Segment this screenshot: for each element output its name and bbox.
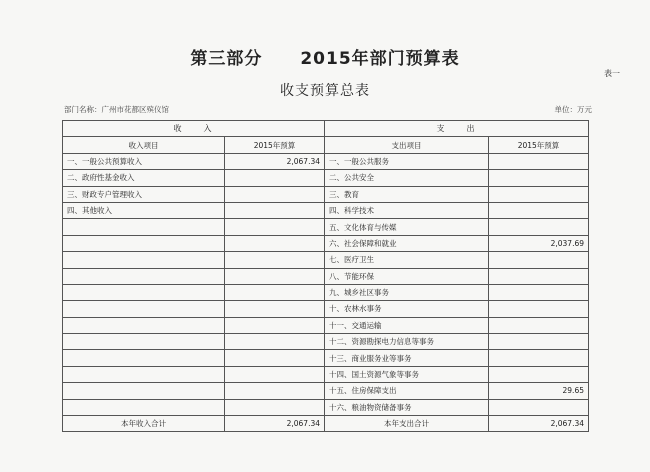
income-value-cell xyxy=(225,399,325,415)
table-title: 收支预算总表 xyxy=(280,83,370,99)
table-row xyxy=(63,202,589,218)
table-row xyxy=(63,153,589,169)
income-item-cell xyxy=(63,366,225,382)
table-row xyxy=(63,350,589,366)
income-item-cell xyxy=(63,383,225,399)
income-value-cell xyxy=(225,252,325,268)
col-expense-budget: 2015年预算 xyxy=(489,137,589,153)
expense-value-cell xyxy=(489,366,589,382)
income-value-cell xyxy=(225,284,325,300)
expense-value-cell xyxy=(489,317,589,333)
expense-item-cell: 四、科学技术 xyxy=(325,202,489,218)
income-item-cell xyxy=(63,252,225,268)
col-expense-item: 支出项目 xyxy=(325,137,489,153)
income-value-cell xyxy=(225,268,325,284)
income-value-cell xyxy=(225,334,325,350)
table-column-header xyxy=(63,137,589,153)
income-value-cell xyxy=(225,301,325,317)
expense-item-cell: 八、节能环保 xyxy=(325,268,489,284)
table-row xyxy=(63,235,589,251)
income-value-cell xyxy=(225,170,325,186)
table-row xyxy=(63,317,589,333)
table-row xyxy=(63,334,589,350)
document-title: 2015年部门预算表 xyxy=(300,49,460,69)
total-income-value: 2,067.34 xyxy=(225,416,325,432)
expense-item-cell: 十、农林水事务 xyxy=(325,301,489,317)
income-item-cell: 二、政府性基金收入 xyxy=(63,170,225,186)
main-title xyxy=(0,44,650,69)
expense-item-cell: 六、社会保障和就业 xyxy=(325,235,489,251)
income-value-cell xyxy=(225,366,325,382)
income-value-cell xyxy=(225,383,325,399)
total-expense-label: 本年支出合计 xyxy=(325,416,489,432)
expense-item-cell: 十二、资源勘探电力信息等事务 xyxy=(325,334,489,350)
expense-value-cell xyxy=(489,252,589,268)
table-row xyxy=(63,186,589,202)
table-row xyxy=(63,268,589,284)
income-item-cell: 三、财政专户管理收入 xyxy=(63,186,225,202)
table-row xyxy=(63,170,589,186)
table-row xyxy=(63,284,589,300)
income-value-cell xyxy=(225,350,325,366)
expense-item-cell: 十六、粮油物资储备事务 xyxy=(325,399,489,415)
total-income-label: 本年收入合计 xyxy=(63,416,225,432)
table-row xyxy=(63,301,589,317)
expense-value-cell xyxy=(489,284,589,300)
expense-item-cell: 十三、商业服务业等事务 xyxy=(325,350,489,366)
income-item-cell: 一、一般公共预算收入 xyxy=(63,153,225,169)
expense-item-cell: 五、文化体育与传媒 xyxy=(325,219,489,235)
expense-item-cell: 十四、国土资源气象等事务 xyxy=(325,366,489,382)
income-item-cell xyxy=(63,219,225,235)
income-value-cell xyxy=(225,317,325,333)
income-item-cell: 四、其他收入 xyxy=(63,202,225,218)
expense-value-cell xyxy=(489,350,589,366)
income-header: 收 入 xyxy=(63,121,325,137)
expense-value-cell: 2,037.69 xyxy=(489,235,589,251)
expense-item-cell: 三、教育 xyxy=(325,186,489,202)
expense-value-cell xyxy=(489,268,589,284)
expense-value-cell xyxy=(489,186,589,202)
table-row xyxy=(63,399,589,415)
income-value-cell: 2,067.34 xyxy=(225,153,325,169)
expense-item-cell: 十一、交通运输 xyxy=(325,317,489,333)
expense-header: 支 出 xyxy=(325,121,589,137)
income-item-cell xyxy=(63,301,225,317)
form-number: 表一 xyxy=(604,69,620,78)
expense-value-cell xyxy=(489,153,589,169)
income-value-cell xyxy=(225,235,325,251)
income-value-cell xyxy=(225,186,325,202)
expense-item-cell: 二、公共安全 xyxy=(325,170,489,186)
table-row xyxy=(63,219,589,235)
table-row xyxy=(63,383,589,399)
table-row xyxy=(63,366,589,382)
expense-value-cell xyxy=(489,219,589,235)
income-item-cell xyxy=(63,350,225,366)
expense-value-cell: 29.65 xyxy=(489,383,589,399)
income-item-cell xyxy=(63,399,225,415)
table-row xyxy=(63,252,589,268)
expense-item-cell: 一、一般公共服务 xyxy=(325,153,489,169)
expense-item-cell: 十五、住房保障支出 xyxy=(325,383,489,399)
budget-table xyxy=(62,120,589,432)
income-item-cell xyxy=(63,317,225,333)
table-group-header xyxy=(63,121,589,137)
expense-value-cell xyxy=(489,301,589,317)
expense-item-cell: 九、城乡社区事务 xyxy=(325,284,489,300)
part-label: 第三部分 xyxy=(190,49,263,69)
income-value-cell xyxy=(225,202,325,218)
income-item-cell xyxy=(63,235,225,251)
expense-value-cell xyxy=(489,170,589,186)
expense-value-cell xyxy=(489,334,589,350)
unit-label: 单位：万元 xyxy=(554,105,592,114)
expense-value-cell xyxy=(489,399,589,415)
income-value-cell xyxy=(225,219,325,235)
total-expense-value: 2,067.34 xyxy=(489,416,589,432)
income-item-cell xyxy=(63,334,225,350)
expense-item-cell: 七、医疗卫生 xyxy=(325,252,489,268)
col-income-item: 收入项目 xyxy=(63,137,225,153)
expense-value-cell xyxy=(489,202,589,218)
totals-row xyxy=(63,416,589,432)
department-name: 部门名称：广州市花都区殡仪馆 xyxy=(64,105,169,114)
income-item-cell xyxy=(63,284,225,300)
col-income-budget: 2015年预算 xyxy=(225,137,325,153)
income-item-cell xyxy=(63,268,225,284)
